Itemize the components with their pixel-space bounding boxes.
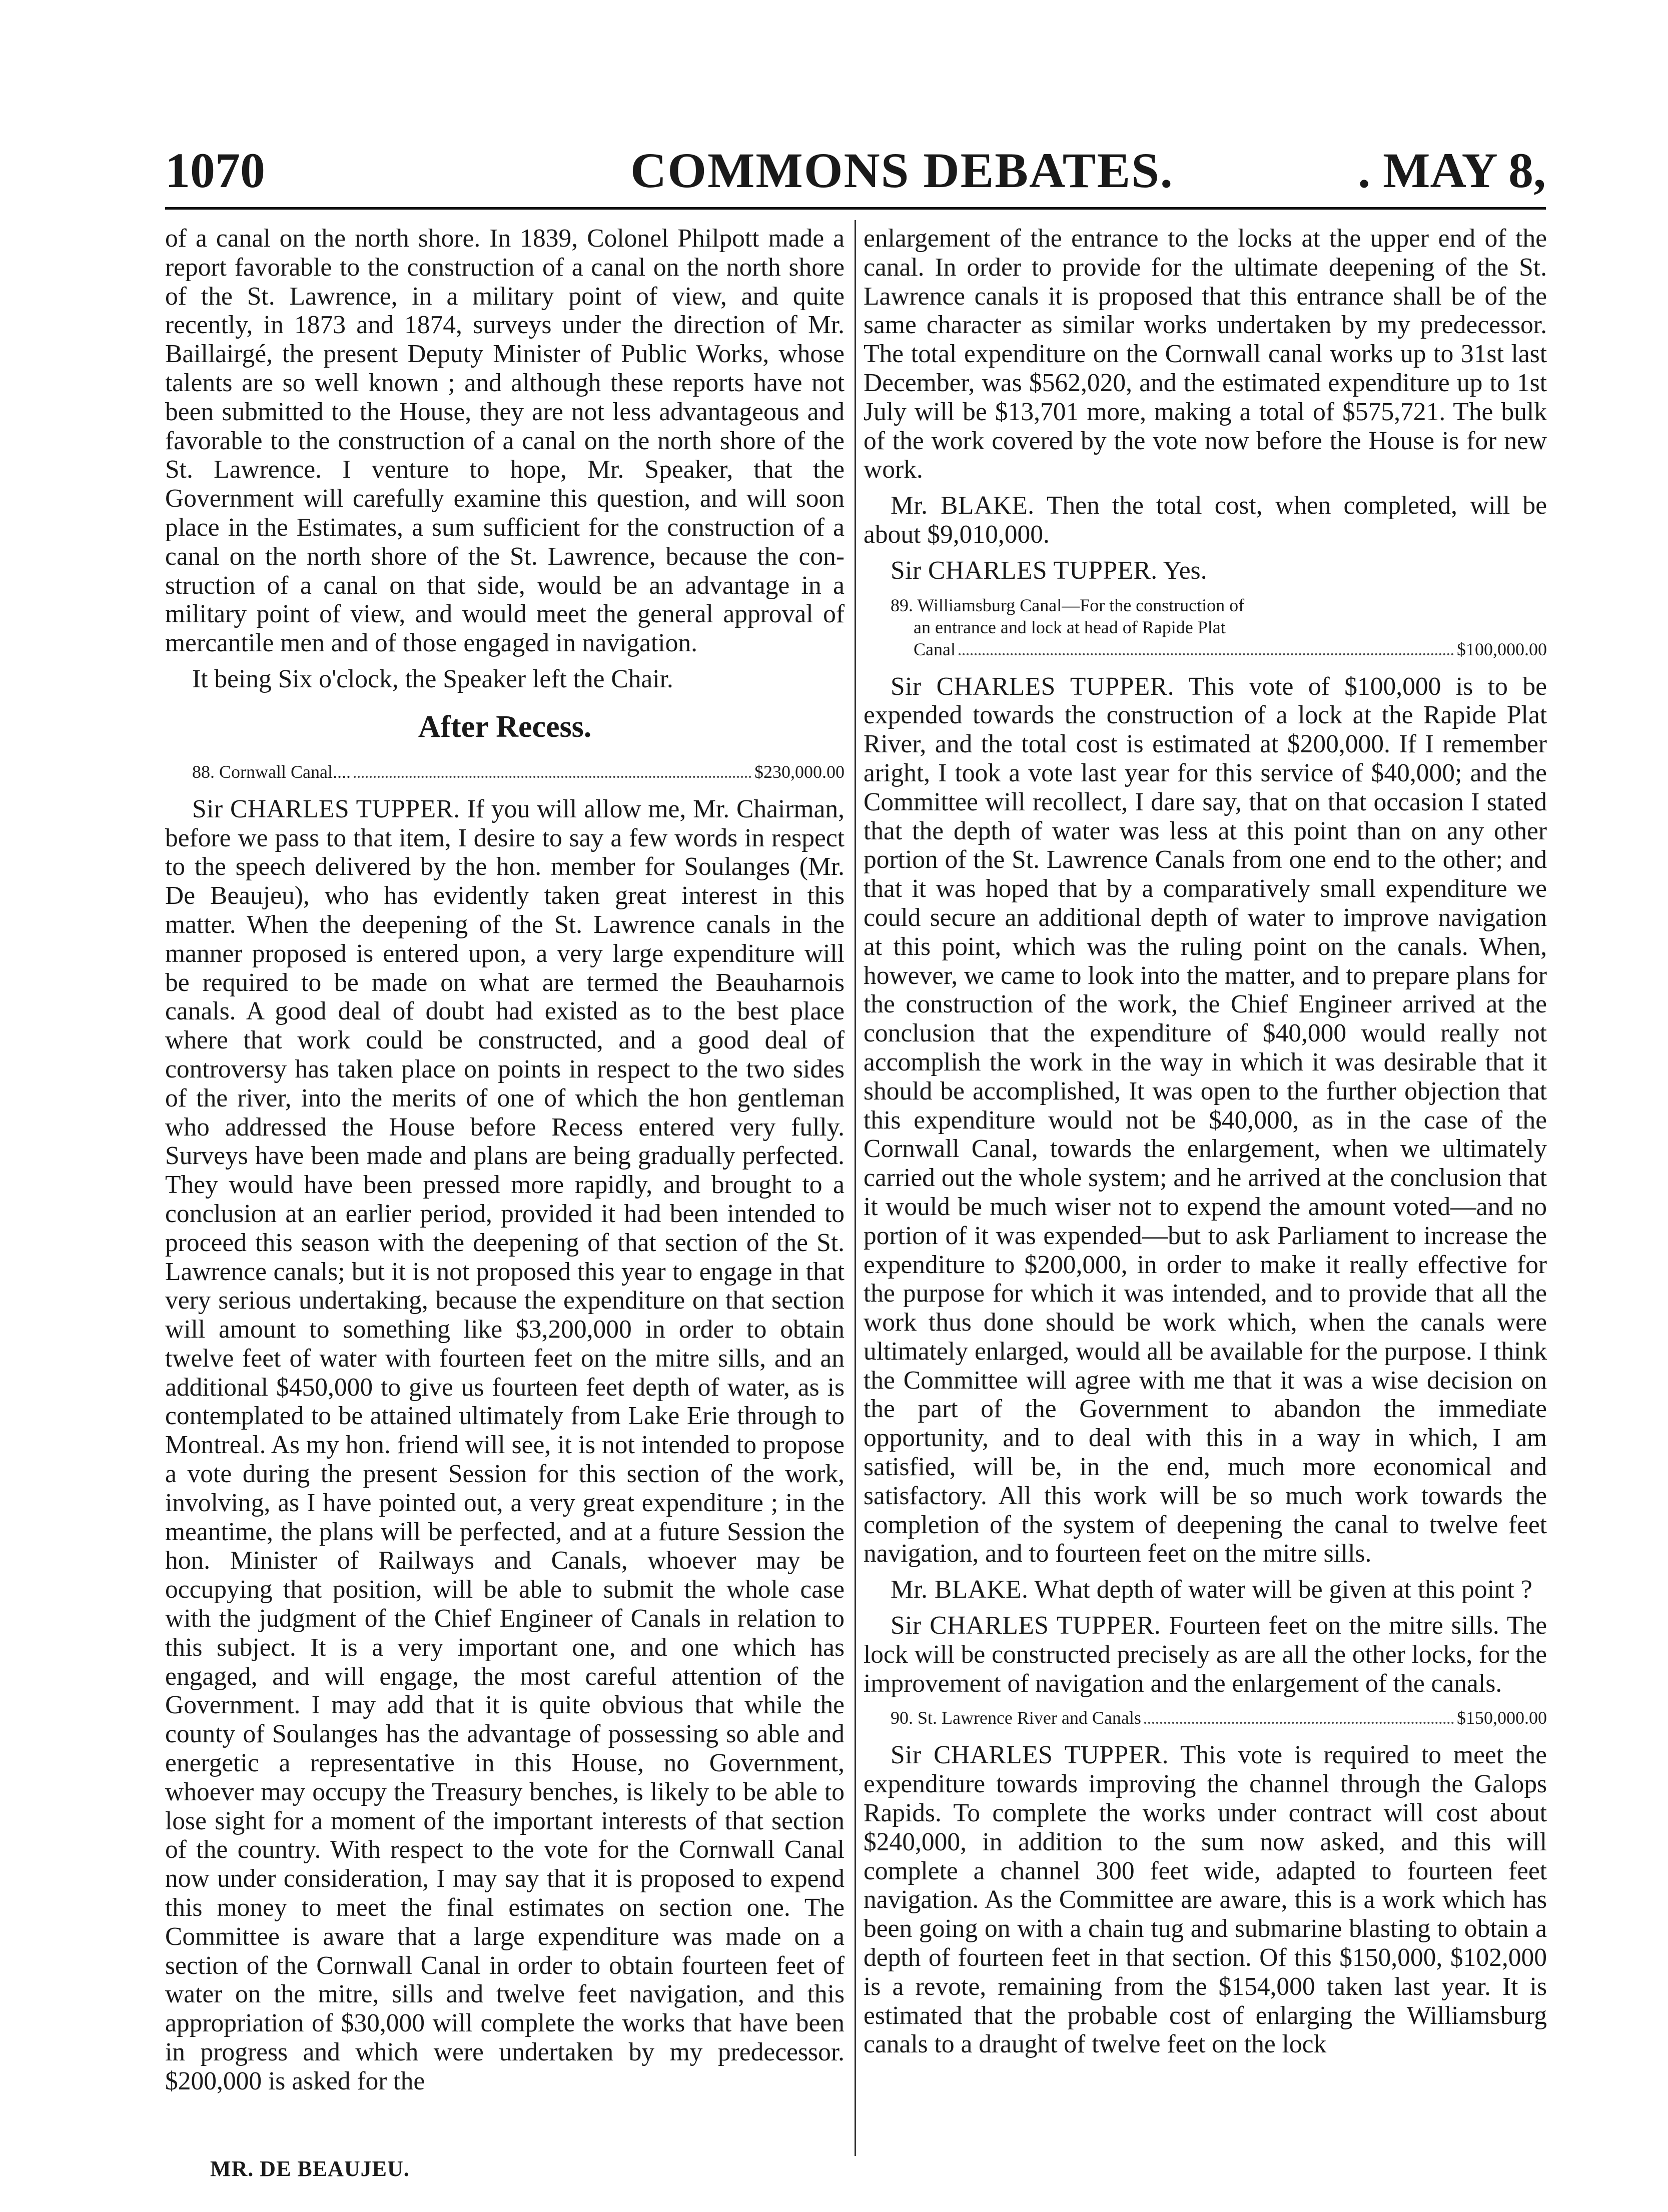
- paragraph: [165, 795, 845, 2096]
- speaker-name: Sir CHARLES TUPPER.: [891, 1611, 1161, 1640]
- speech-text: Then the total cost, when completed, will be about $9,010,000.: [864, 491, 1547, 549]
- vote-label: an entrance and lock at head of Rapide Plat: [914, 617, 1226, 637]
- vote-item: [891, 1707, 1547, 1729]
- page-number: 1070: [165, 143, 265, 198]
- page-header: [165, 138, 1546, 213]
- vote-label-row: [914, 638, 1547, 660]
- speech-text: This vote of $100,000 is to be expended towards the construction of a lock at the Rapide Plat River, and the total cost is estimated at $200,000. If I remember aright, I took a vote last year for this service of $40,000; and the Committee will recollect, I dare say, that on that occasion I stated that the depth of water was less at this point than on any other portion of the St. Lawrence Canals from one end to the other; and that it was hoped that by a comparatively small expenditure we could secure an additional depth of water to improve navigation at this point, which was the ruling point on the canals. When, however, we came to look into the matter, and to prepare plans for the construction of the work, the Chief Engineer arrived at the conclusion that the expenditure of $40,000 would really not accomplish the work in the way in which it was desirable that it should be accomplished, It was open to the further objection that this expenditure would not be $40,000, as in the case of the Cornwall Canal, towards the enlargement, when we ultimately carried out the whole system; and he arrived at the conclusion that it would be much wiser not to expend the amount voted—and no portion of it was expended—but to ask Parliament to increase the expenditure to $200,000, in order to make it really effective for the purpose for which it was intended, and to provide that all the work thus done should be work which, when the canals were ultimately enlarged, would all be available for the purpose. I think the Committee will agree with me that it was a wise decision on the part of the Government to abandon the immediate opportunity, and to deal with this in a way in which, I am satisfied, will be, in the end, much more economical and satisfactory. All this work will be so much work towards the completion of the system of deepening the canal to twelve feet navigation, and to fourteen feet on the mitre sills.: [864, 672, 1547, 1568]
- left-column: [165, 224, 845, 2103]
- vote-amount: $230,000.00: [754, 761, 845, 782]
- speaker-name: Sir CHARLES TUPPER.: [891, 672, 1174, 701]
- vote-label: Canal: [914, 639, 956, 659]
- speech-text: This vote is required to meet the expenditure towards improving the channel through the Galops Rapids. To complete the works under contract will cost about $240,000, in addition to the sum now asked, and this will complete a channel 300 feet wide, adapted to fourteen feet navigation. As the Committee are aware, this is a work which has been going on with a chain tug and submarine blasting to obtain a depth of fourteen feet in that section. Of this $150,000, $102,000 is a revote, remaining from the $154,000 taken last year. It is estimated that the probable cost of enlarging the Williamsburg canals to a draught of twelve feet on the lock: [864, 1741, 1547, 2059]
- page-date: . MAY 8,: [1358, 143, 1546, 198]
- vote-amount: $100,000.00: [1457, 639, 1547, 659]
- vote-label: 89. Williamsburg Canal—For the construction of: [891, 595, 1245, 615]
- paragraph: It being Six o'clock, the Speaker left the Chair.: [192, 664, 673, 693]
- dot-leader: [354, 776, 751, 778]
- catchword-footer: MR. DE BEAUJEU.: [210, 2156, 410, 2181]
- speech-text: Yes.: [1163, 556, 1207, 585]
- column-divider: [855, 220, 856, 2156]
- paragraph: [864, 1575, 1547, 1604]
- publication-title: COMMONS DEBATES.: [630, 143, 1174, 198]
- speaker-name: Mr. BLAKE.: [891, 1575, 1029, 1604]
- speech-text: If you will allow me, Mr. Chairman, before we pass to that item, I desire to say a few words in respect to the speech delivered by the hon. member for Soulanges (Mr. De Beaujeu), who has evidently taken great interest in this matter. When the deepening of the St. Lawrence canals in the manner proposed is entered upon, a very large expenditure will be required to be made on what are termed the Beauharnois canals. A good deal of doubt had existed as to the best place where that work could be constructed, and a good deal of controversy has taken place on points in respect to the two sides of the river, into the merits of one of which the hon gentleman who addressed the House before Recess entered very fully. Surveys have been made and plans are being gradually perfected. They would have been pressed more rapidly, and brought to a conclusion at an earlier period, provided it had been intended to proceed this season with the deepening of that section of the St. Lawrence canals; but it is not proposed this year to engage in that very serious undertaking, because the expenditure on that section will amount to something like $3,200,000 in order to obtain twelve feet of water with fourteen feet on the mitre sills, and an additional $450,000 to give us fourteen feet depth of water, as is contemplated to be attained ultimately from Lake Erie through to Montreal. As my hon. friend will see, it is not intended to propose a vote during the present Session for this section of the work, involving, as I have pointed out, a very great expenditure ; in the meantime, the plans will be perfected, and at a future Session the hon. Minister of Railways and Canals, whoever may be occupying that position, will be able to submit the whole case with the judgment of the Chief Engineer of Canals in relation to this subject. It is a very important one, and one which has engaged, and will engage, the most careful attention of the Government. I may add that it is quite obvious that while the county of Soulanges has the advantage of possessing so able and energetic a representative in this House, no Government, whoever may occupy the Treasury benches, is likely to be able to lose sight for a moment of the important interests of that section of the country. With respect to the vote for the Cornwall Canal now under consideration, I may say that it is proposed to expend this money to meet the final estimates on section one. The Committee is aware that a large expenditure was made on a section of the Cornwall Canal in order to obtain fourteen feet of water on the mitre, sills and twelve feet navigation, and this appropriation of $30,000 will complete the works that have been in progress and which were undertaken by my predecessor. $200,000 is asked for the: [165, 794, 845, 2095]
- dot-leader: [959, 653, 1454, 655]
- paragraph: [864, 672, 1547, 1569]
- vote-amount: $150,000.00: [1457, 1708, 1547, 1728]
- paragraph: [864, 1741, 1547, 2059]
- header-rule: [165, 207, 1546, 210]
- vote-item: [192, 761, 845, 783]
- right-column: [864, 224, 1547, 2066]
- paragraph: [864, 556, 1547, 585]
- vote-item: [891, 594, 1547, 660]
- vote-label: 90. St. Lawrence River and Canals: [891, 1708, 1141, 1728]
- speaker-name: Sir CHARLES TUPPER.: [192, 794, 460, 823]
- speaker-name: Mr. BLAKE.: [891, 491, 1035, 520]
- speech-text: Fourteen feet on the mitre sills. The lock will be constructed precisely as are all the other locks, for the improvement of navigation and the enlargement of the canals.: [864, 1611, 1547, 1698]
- paragraph: [864, 1611, 1547, 1698]
- paragraph: enlargement of the entrance to the locks at the upper end of the canal. In order to provide for the ultimate deepening of the St. Lawrence canals it is proposed that this entrance shall be of the same character as similar works undertaken by my predecessor. The total expenditure on the Cornwall canal works up to 31st last December, was $562,020, and the estimated expenditure up to 1st July will be $13,701 more, making a total of $575,721. The bulk of the work covered by the vote now before the House is for new work.: [864, 224, 1547, 484]
- speaker-name: Sir CHARLES TUPPER.: [891, 1741, 1169, 1770]
- speech-text: What depth of water will be given at this point ?: [1034, 1575, 1532, 1604]
- paragraph: of a canal on the north shore. In 1839, Colonel Philpott made a report favorable to the construction of a canal on the north shore of the St. Lawrence, in a military point of view, and quite recently, in 1873 and 1874, surveys under the direction of Mr. Baillairgé, the present Deputy Minister of Public Works, whose talents are so well known ; and although these reports have not been submitted to the House, they are not less advantageous and favorable to the construction of a canal on the north shore of the St. Lawrence. I venture to hope, Mr. Speaker, that the Government will carefully examine this question, and will soon place in the Estimates, a sum sufficient for the construction of a canal on the north shore of the St. Lawrence, because the construction of a canal on that side, would be an advantage in a military point of view, and would meet the general approval of mercantile men and of those engaged in navigation.: [165, 224, 845, 658]
- dot-leader: [1144, 1722, 1454, 1724]
- section-heading: After Recess.: [418, 709, 592, 744]
- speaker-name: Sir CHARLES TUPPER.: [891, 556, 1158, 585]
- vote-label: 88. Cornwall Canal....: [192, 761, 351, 782]
- paragraph: [864, 491, 1547, 549]
